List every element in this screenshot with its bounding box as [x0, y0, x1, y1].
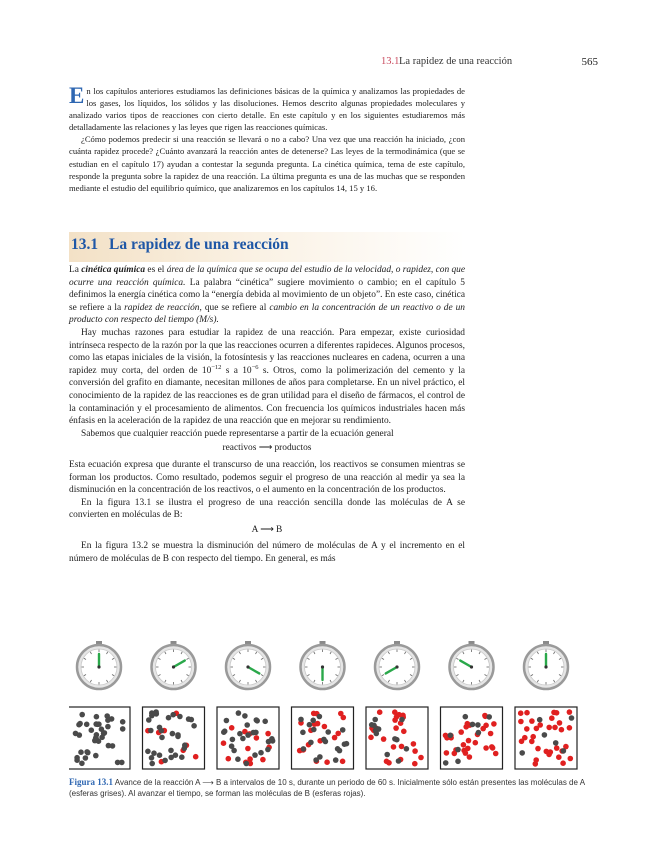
header-section-number: 13.1 [381, 56, 400, 67]
figure-molecule-boxes [69, 706, 589, 770]
molecule-b [466, 738, 472, 744]
molecule-a [162, 758, 168, 764]
stopwatch-pivot [544, 665, 547, 668]
molecule-a [94, 714, 100, 720]
molecule-a [258, 750, 264, 756]
molecule-a [245, 732, 251, 738]
molecule-b [530, 734, 536, 740]
molecule-b [480, 726, 486, 732]
molecule-b [546, 752, 552, 758]
molecule-b [260, 757, 266, 763]
molecule-a [519, 750, 525, 756]
molecule-a [149, 755, 155, 761]
stopwatch-pivot [97, 665, 100, 668]
molecule-b [221, 740, 227, 746]
molecule-a [333, 757, 339, 763]
molecule-b [491, 721, 497, 727]
exponent: −12 [211, 363, 222, 371]
molecule-b [338, 711, 344, 717]
molecule-a [166, 715, 172, 721]
molecule-b [377, 709, 383, 715]
stopwatch-pivot [172, 665, 175, 668]
molecule-a [177, 714, 183, 720]
section-number: 13.1 [71, 236, 99, 253]
molecule-b [554, 710, 560, 716]
body-text: La [69, 265, 82, 275]
molecule-a [307, 722, 313, 728]
stopwatch [450, 641, 494, 689]
molecule-a [301, 746, 307, 752]
stopwatch [226, 641, 270, 689]
molecule-a [455, 747, 461, 753]
molecule-a [120, 726, 126, 732]
molecule-a [448, 733, 454, 739]
molecule-b [546, 725, 552, 731]
molecule-b [488, 731, 494, 737]
molecule-b [401, 729, 407, 735]
molecule-a [344, 741, 350, 747]
molecule-b [412, 748, 418, 754]
molecule-box [69, 707, 130, 769]
molecule-a [170, 731, 176, 737]
molecule-a [182, 742, 188, 748]
body-paragraph-2 [69, 327, 465, 428]
molecule-b [384, 759, 390, 765]
molecule-b [193, 754, 199, 760]
molecule-a [542, 732, 548, 738]
figure-caption-text: Avance de la reacción A ⟶ B a intervalos de 10 s, durante un periodo de 60 s. Inicialmente sólo están presentes las moléculas de A (esferas grises). Al avanzar el tiempo, se forman las moléculas de B (esferas rojas). [69, 778, 585, 798]
molecule-b [560, 760, 566, 766]
molecule-b [533, 757, 539, 763]
molecule-b [534, 726, 540, 732]
molecule-a [311, 727, 317, 733]
stopwatch-pivot [395, 665, 398, 668]
body-text: s. Otros, como la polimerización del cemento y la conversión del grafito en diamante, necesitan millones de años para completarse. En un nivel práctico, el conocimiento de la rapidez de las reacciones es de gran utilidad para el diseño de fármacos, el control de la contaminación y el procesamiento de alimentos. Con frecuencia los químicos industriales hacen más énfasis en la aceleración de la rapidez de una reacción que en mejorar su rendimiento. [69, 365, 466, 427]
molecule-b [490, 745, 496, 751]
molecule-a [372, 717, 378, 723]
molecule-b [559, 727, 565, 733]
body-text: La palabra “cinética” sugiere movimiento o cambio; en el capítulo 5 definimos la energía cinética como la “energía debida al movimiento de un objeto”. En este caso, cinética se refiere a la [69, 277, 465, 313]
intro-paragraph-1 [69, 85, 465, 133]
molecule-b [412, 761, 418, 767]
body-paragraph-1 [69, 264, 465, 327]
molecule-a [237, 731, 243, 737]
molecule-a [463, 714, 469, 720]
molecule-b [226, 756, 232, 762]
molecule-a [298, 717, 304, 723]
molecule-a [325, 729, 331, 735]
stopwatch [152, 641, 196, 689]
molecule-b [552, 725, 558, 731]
molecule-a [384, 752, 390, 758]
molecule-a [73, 731, 79, 737]
body-paragraph-3: Sabemos que cualquier reacción puede representarse a partir de la ecuación general [81, 428, 394, 439]
molecule-b [399, 744, 405, 750]
definition-text: cambio en la concentración de un reactivo o de un producto con respecto del tiempo (M/s). [69, 302, 465, 326]
molecule-b [444, 750, 450, 756]
general-equation: reactivos ⟶ productos [222, 443, 312, 454]
molecule-a [102, 730, 108, 736]
molecule-b [335, 731, 341, 737]
molecule-a [191, 723, 197, 729]
molecule-b [411, 741, 417, 747]
molecule-a [399, 717, 405, 723]
molecule-a [242, 713, 248, 719]
header-section-title: La rapidez de una reacción [399, 56, 513, 67]
molecule-b [463, 724, 469, 730]
molecule-a [455, 759, 461, 765]
molecule-b [529, 718, 535, 724]
molecule-a [153, 709, 159, 715]
molecule-a [569, 715, 575, 721]
molecule-a [83, 755, 89, 761]
molecule-a [244, 761, 250, 767]
molecule-a [159, 728, 165, 734]
molecule-b [324, 759, 330, 765]
molecule-a [175, 734, 181, 740]
molecule-b [229, 725, 235, 731]
molecule-b [368, 735, 374, 741]
molecule-a [148, 728, 154, 734]
molecule-b [467, 754, 473, 760]
figure-caption [69, 777, 591, 799]
molecule-a [224, 718, 230, 724]
molecule-a [179, 754, 185, 760]
molecule-a [262, 719, 268, 725]
molecule-a [157, 752, 163, 758]
molecule-a [221, 729, 227, 735]
molecule-a [168, 748, 174, 754]
emphasis-text: rapidez de reacción [124, 302, 200, 313]
molecule-a [470, 722, 476, 728]
molecule-a [374, 731, 380, 737]
running-header [0, 56, 655, 70]
molecule-a [265, 747, 271, 753]
molecule-a [337, 748, 343, 754]
molecule-a [486, 714, 492, 720]
molecule-a [396, 758, 402, 764]
body-paragraph-5: En la figura 13.1 se ilustra el progreso de una reacción sencilla donde las moléculas de A se convierten en moléculas de B: [69, 497, 465, 521]
body-text: , que se refiere al [199, 302, 270, 313]
stopwatch [301, 641, 345, 689]
molecule-a [235, 756, 241, 762]
molecule-b [461, 742, 467, 748]
molecule-a [186, 716, 192, 722]
stopwatch-pivot [321, 665, 324, 668]
molecule-a [149, 761, 155, 767]
stopwatch [524, 641, 568, 689]
molecule-b [567, 709, 573, 715]
molecule-b [524, 726, 530, 732]
stopwatch [375, 641, 419, 689]
molecule-a [120, 719, 126, 725]
molecule-a [310, 718, 316, 724]
molecule-a [74, 757, 80, 763]
molecule-b [473, 740, 479, 746]
molecule-b [245, 746, 251, 752]
molecule-a [266, 739, 272, 745]
body-text: s a 10 [221, 365, 252, 376]
molecule-a [106, 743, 112, 749]
section-body [69, 264, 465, 566]
molecule-a [443, 760, 449, 766]
molecule-a [254, 718, 260, 724]
molecule-b [322, 724, 328, 730]
body-text: Hay muchas razones para estudiar la rapidez de una reacción. Para empezar, existe curiosidad intrínseca respecto de la razón por la que las reacciones ocurren a diferentes rapideces. Algunos procesos, como las etapas iniciales de la visión, la fotosíntesis y las reacciones nucleares en cadena, ocurren a una rapidez muy corta, del orden de 10 [69, 327, 465, 376]
molecule-a [79, 761, 85, 767]
molecule-box [441, 707, 503, 769]
molecule-b [518, 710, 524, 716]
molecule-a [79, 712, 85, 718]
molecule-a [231, 748, 237, 754]
molecule-a [105, 724, 111, 730]
molecule-a [145, 749, 151, 755]
molecule-a [321, 737, 327, 743]
molecule-a [109, 716, 115, 722]
exponent: −6 [251, 363, 259, 371]
figure-clocks [69, 641, 589, 693]
molecule-b [254, 735, 260, 741]
molecule-a [93, 753, 99, 759]
molecule-a [77, 721, 83, 727]
molecule-a [392, 736, 398, 742]
molecule-a [252, 752, 258, 758]
reaction-equation: A ⟶ B [251, 524, 283, 535]
molecule-a [244, 722, 250, 728]
molecule-a [404, 746, 410, 752]
molecule-b [567, 725, 573, 731]
molecule-b [568, 756, 574, 762]
body-paragraph-4: Esta ecuación expresa que durante el transcurso de una reacción, los reactivos se consumen mientras se forman los productos. Como resultado, podemos seguir el progreso de una reacción al medir ya sea la disminución en la concentración de los reactivos, o el aumento en la concentración de los productos. [69, 459, 465, 496]
molecule-b [549, 715, 555, 721]
molecule-box [292, 707, 354, 769]
molecule-a [340, 727, 346, 733]
chapter-intro [69, 85, 465, 194]
molecule-a [476, 730, 482, 736]
molecule-a [236, 710, 242, 716]
molecule-b [556, 754, 562, 760]
molecule-box [143, 707, 205, 769]
section-title: La rapidez de una reacción [109, 236, 289, 253]
figure-label: Figura 13.1 [69, 777, 113, 787]
intro-paragraph-2: ¿Cómo podemos predecir si una reacción se llevará o no a cabo? Una vez que una reacción ha iniciado, ¿con cuánta rapidez procede? ¿Cuánto avanzará la reacción antes de detenerse? Las leyes de la termodinámica (que se estudian en el capítulo 17) ayudan a contestar la segunda pregunta. La cinética química, tema de este capítulo, responde la pregunta sobre la rapidez de una reacción. La última pregunta es una de las muchas que se responden mediante el estudio del equilibrio químico, que analizaremos en los capítulos 14, 15 y 16. [69, 134, 465, 193]
molecule-b [392, 709, 398, 715]
section-heading [69, 232, 465, 262]
molecule-a [94, 732, 100, 738]
molecule-b [554, 745, 560, 751]
molecule-a [84, 722, 90, 728]
molecule-a [173, 752, 179, 758]
molecule-a [170, 712, 176, 718]
intro-text-1: n los capítulos anteriores estudiamos las definiciones básicas de la química y analizamos las propiedades de los gases, los líquidos, los sólidos y las disoluciones. Hemos descrito algunas propiedades moleculares y analizado varios tipos de reacciones con cierto detalle. En este capítulo y en los siguientes estudiaremos más detalladamente las relaciones y las leyes que rigen las reacciones químicas. [69, 86, 465, 133]
molecule-a [317, 754, 323, 760]
molecule-b [557, 720, 563, 726]
molecule-b [391, 744, 397, 750]
molecule-a [553, 740, 559, 746]
molecule-a [230, 737, 236, 743]
molecule-box [217, 707, 279, 769]
molecule-a [537, 717, 543, 723]
molecule-box [366, 707, 428, 769]
molecule-b [463, 750, 469, 756]
molecule-b [381, 736, 387, 742]
body-paragraph-6: En la figura 13.2 se muestra la disminución del número de moléculas de A y el incremento en el número de moléculas de B con respecto del tiempo. En general, es más [69, 541, 465, 565]
molecule-a [159, 735, 165, 741]
drop-cap: E [69, 83, 85, 108]
molecule-a [149, 713, 155, 719]
molecule-a [561, 748, 567, 754]
molecule-a [84, 749, 90, 755]
molecule-b [535, 746, 541, 752]
molecule-a [300, 730, 306, 736]
molecule-b [493, 751, 499, 757]
stopwatch-pivot [470, 665, 473, 668]
molecule-b [518, 719, 524, 725]
page-number: 565 [581, 56, 598, 68]
molecule-b [483, 745, 489, 751]
molecule-a [317, 714, 323, 720]
key-term: cinética química [81, 265, 146, 275]
molecule-a [250, 730, 256, 736]
molecule-b [458, 729, 464, 735]
definition-text: área de la química que se ocupa del estudio de la velocidad, o rapidez, con que ocurre una reacción química. [69, 265, 466, 288]
molecule-a [115, 760, 121, 766]
molecule-box [515, 707, 577, 769]
molecule-b [393, 725, 399, 731]
molecule-a [308, 740, 314, 746]
stopwatch [77, 641, 121, 689]
stopwatch-pivot [246, 665, 249, 668]
molecule-b [524, 710, 530, 716]
molecule-a [89, 727, 95, 733]
molecule-a [95, 722, 101, 728]
molecule-b [519, 739, 525, 745]
molecule-b [340, 759, 346, 765]
molecule-a [78, 749, 84, 755]
molecule-b [418, 755, 424, 761]
body-text: es el [145, 265, 167, 275]
molecule-a [475, 722, 481, 728]
molecule-a [240, 736, 246, 742]
molecule-b [265, 731, 271, 737]
